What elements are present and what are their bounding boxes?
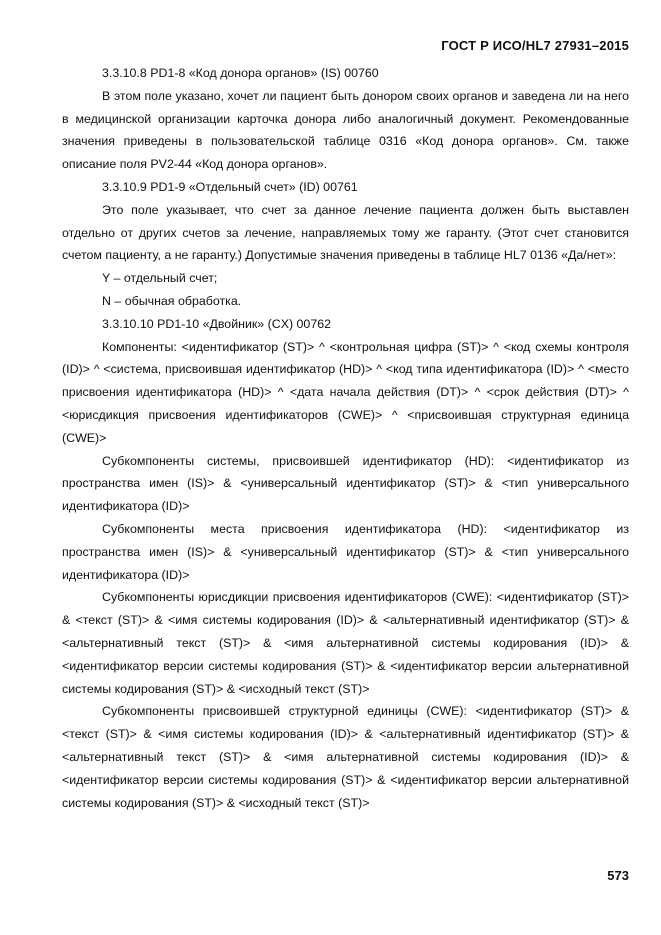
list-item-y: Y – отдельный счет; xyxy=(102,271,218,286)
paragraph-subcomponents-unit: Субкомпоненты присвоившей структурной единицы (CWE): <идентификатор (ST)> & <текст (ST)> & <имя системы кодирования (ID)> & <альтернативный идентификатор (ST)> & <альтернативный текст (ST)> & <имя альтернативной системы кодирования (ID)> & <идентификатор версии системы кодирования (ST)> & <идентификатор версии альтернативной системы кодирования (ST)> & <исходный текст (ST)> xyxy=(62,704,629,810)
paragraph-subcomponents-system: Субкомпоненты системы, присвоившей идентификатор (HD): <идентификатор из пространства имен (IS)> & <универсальный идентификатор (ST)> & <тип универсального идентификатора (ID)> xyxy=(62,453,629,514)
list-item-n: N – обычная обработка. xyxy=(102,293,242,308)
paragraph-subcomponents-jurisdiction: Субкомпоненты юрисдикции присвоения идентификаторов (CWE): <идентификатор (ST)> & <текст (ST)> & <имя системы кодирования (ID)> & <альтернативный идентификатор (ST)> & <альтернативный текст (ST)> & <имя альтернативной системы кодирования (ID)> & <идентификатор версии системы кодирования (ST)> & <идентификатор версии альтернативной системы кодирования (ST)> & <исходный текст (ST)> xyxy=(62,590,629,696)
section-heading-pd1-8: 3.3.10.8 PD1-8 «Код донора органов» (IS) 00760 xyxy=(102,66,379,80)
paragraph-pd1-9: Это поле указывает, что счет за данное лечение пациента должен быть выставлен отдельно от других счетов за лечение, направляемых тому же гаранту. (Этот счет становится счетом пациенту, а не гаранту.) Допустимые значения приведены в таблице HL7 0136 «Да/нет»: xyxy=(62,202,629,263)
page-number: 573 xyxy=(607,868,629,883)
section-heading-pd1-9: 3.3.10.9 PD1-9 «Отдельный счет» (ID) 00761 xyxy=(102,179,358,194)
paragraph-components: Компоненты: <идентификатор (ST)> ^ <контрольная цифра (ST)> ^ <код схемы контроля (ID)> ^ <система, присвоившая идентификатор (HD)> ^ <код типа идентификатора (ID)> ^ <место присвоения идентификатора (HD)> ^ <дата начала действия (DT)> ^ <срок действия (DT)> ^ <юрисдикция присвоения идентификаторов (CWE)> ^ <присвоившая структурная единица (CWE)> xyxy=(62,339,629,445)
page-body xyxy=(62,62,629,814)
paragraph-pd1-8: В этом поле указано, хочет ли пациент быть донором своих органов и заведена ли на него в медицинской организации карточка донора либо аналогичный документ. Рекомендованные значения приведены в пользовательской таблице 0316 «Код донора органов». См. также описание поля PV2-44 «Код донора органов». xyxy=(62,88,629,172)
paragraph-subcomponents-place: Субкомпоненты места присвоения идентификатора (HD): <идентификатор из пространства имен (IS)> & <универсальный идентификатор (ST)> & <тип универсального идентификатора (ID)> xyxy=(62,521,629,582)
section-heading-pd1-10: 3.3.10.10 PD1-10 «Двойник» (CX) 00762 xyxy=(102,316,331,331)
document-header: ГОСТ Р ИСО/HL7 27931–2015 xyxy=(441,38,629,53)
